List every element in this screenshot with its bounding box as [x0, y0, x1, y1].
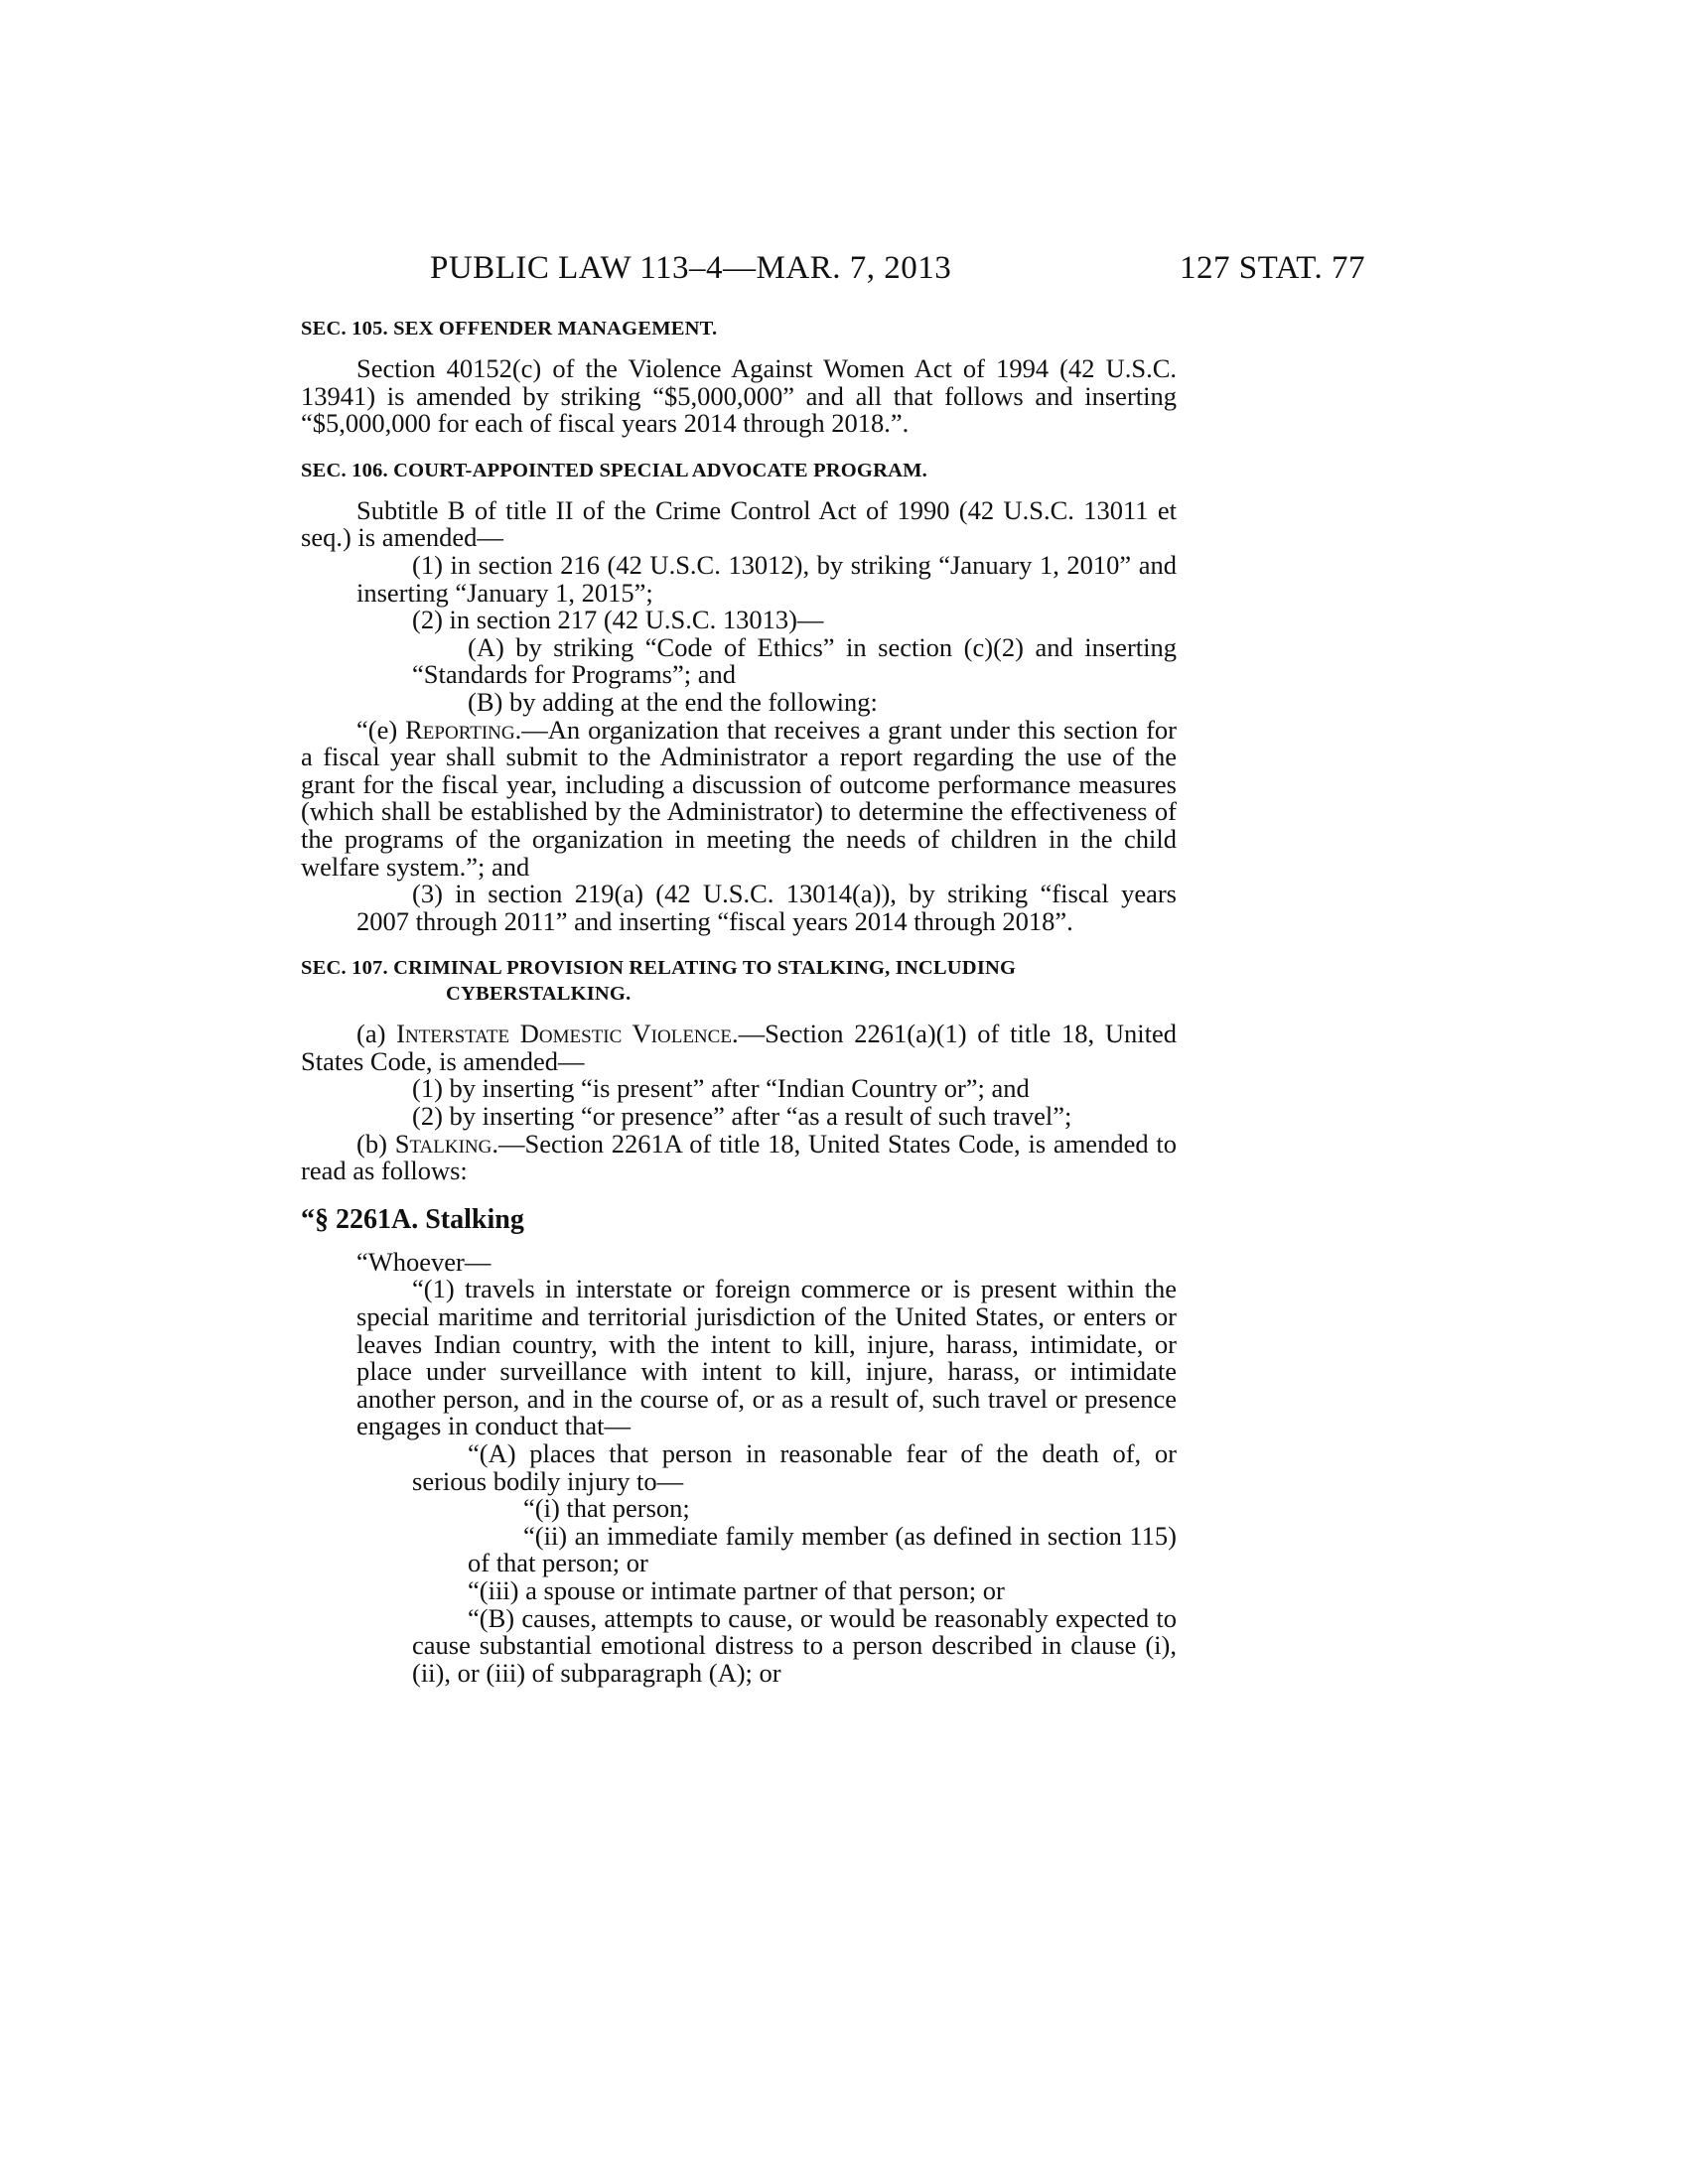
sec-107-b-caption: Stalking	[394, 1128, 492, 1159]
sec-107-heading	[301, 955, 1177, 1007]
whoever-line: “Whoever—	[356, 1246, 492, 1277]
sec-106-item-2: (2) in section 217 (42 U.S.C. 13013)—	[412, 605, 824, 635]
sec-107-b-lead: (b)	[356, 1128, 395, 1159]
running-head: PUBLIC LAW 113–4—MAR. 7, 2013	[430, 250, 952, 286]
clause-iii: “(iii) a spouse or intimate partner of that person; or	[468, 1574, 1005, 1605]
sec-107-a	[301, 1021, 1177, 1075]
sec-107-b	[301, 1128, 1177, 1186]
sec-107-a-text: .—Section 2261(a)(1) of title 18, United States Code, is amended—	[301, 1019, 1177, 1076]
sec-107-heading-line-2: CYBERSTALKING.	[446, 983, 632, 1006]
sec-107-a-2: (2) by inserting “or presence” after “as a result of such travel”;	[412, 1101, 1072, 1132]
page-number: 127 STAT. 77	[1180, 250, 1366, 286]
paragraph-1: “(1) travels in interstate or foreign commerce or is present within the special maritime and territorial jurisdiction of the United States, or enters or leaves Indian country, with the intent to kill, injure, harass, intimidate, or place under surveillance with intent to kill, injure, harass, or intimidate another person, and in the course of, or as a result of, such travel or presence engages in conduct that—	[356, 1274, 1177, 1441]
sec-105-heading: SEC. 105. SEX OFFENDER MANAGEMENT.	[301, 318, 718, 340]
sec-107-heading-line-1: SEC. 107. CRIMINAL PROVISION RELATING TO STALKING, INCLUDING	[301, 957, 1017, 980]
sec-106-reporting	[301, 714, 1177, 882]
sec-106-item-2b: (B) by adding at the end the following:	[468, 686, 878, 717]
sec-106-item-2a: (A) by striking “Code of Ethics” in section (c)(2) and inserting “Standards for Programs”; and	[412, 631, 1177, 690]
sec-105-paragraph: Section 40152(c) of the Violence Against Women Act of 1994 (42 U.S.C. 13941) is amended by striking “$5,000,000” and all that follows and inserting “$5,000,000 for each of fiscal years 2014 through 2018.”.	[301, 353, 1177, 439]
sec-106-heading: SEC. 106. COURT-APPOINTED SPECIAL ADVOCATE PROGRAM.	[301, 459, 927, 481]
subparagraph-a: “(A) places that person in reasonable fear of the death of, or serious bodily injury to—	[412, 1438, 1177, 1496]
sec-107-b-text: .—Section 2261A of title 18, United States Code, is amended to read as follows:	[301, 1128, 1177, 1186]
sec-107-a-lead: (a)	[356, 1019, 397, 1049]
reporting-caption: Reporting	[405, 714, 515, 745]
section-2261a-heading: “§ 2261A. Stalking	[301, 1203, 524, 1235]
clause-i: “(i) that person;	[523, 1493, 690, 1524]
body-text	[301, 316, 1177, 1687]
clause-ii: “(ii) an immediate family member (as defined in section 115) of that person; or	[468, 1520, 1177, 1578]
sec-106-item-3: (3) in section 219(a) (42 U.S.C. 13014(a)), by striking “fiscal years 2007 through 2011” and inserting “fiscal years 2014 through 2018”.	[356, 879, 1177, 936]
sec-106-intro: Subtitle B of title II of the Crime Control Act of 1990 (42 U.S.C. 13011 et seq.) is amended—	[301, 494, 1177, 553]
subparagraph-b: “(B) causes, attempts to cause, or would be reasonably expected to cause substantial emotional distress to a person described in clause (i), (ii), or (iii) of subparagraph (A); or	[412, 1602, 1177, 1688]
sec-107-a-caption: Interstate Domestic Violence	[396, 1019, 732, 1049]
sec-107-a-1: (1) by inserting “is present” after “Indian Country or”; and	[412, 1073, 1030, 1104]
reporting-text: .—An organization that receives a grant under this section for a fiscal year shall submit to the Administrator a report regarding the use of the grant for the fiscal year, including a discussion of outcome performance measures (which shall be established by the Administrator) to determine the effectiveness of the programs of the organization in meeting the needs of children in the child welfare system.”; and	[301, 714, 1177, 882]
sec-106-item-1: (1) in section 216 (42 U.S.C. 13012), by striking “January 1, 2010” and inserting “January 1, 2015”;	[356, 549, 1177, 608]
reporting-lead: “(e)	[356, 714, 406, 745]
